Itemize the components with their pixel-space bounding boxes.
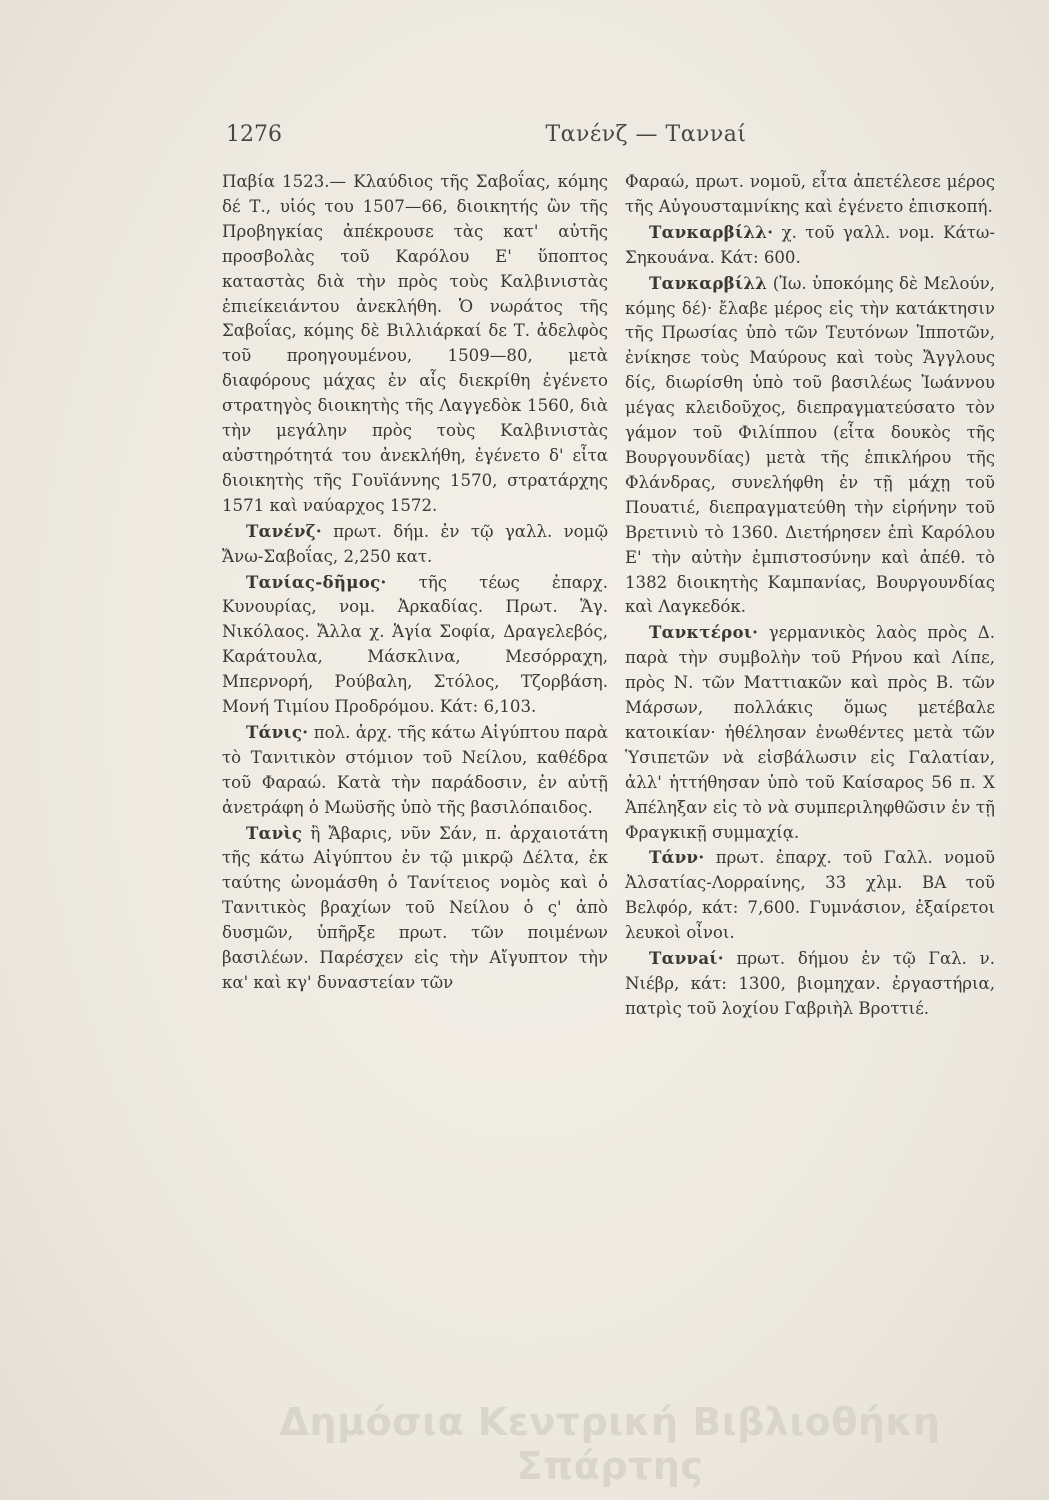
entry-headword: Τανκαρβίλλ· xyxy=(649,221,774,242)
entry-paragraph xyxy=(222,570,608,720)
entry-paragraph xyxy=(625,946,995,1022)
entry-text: ἢ Ἄβαρις, νῦν Σάν, π. ἀρχαιοτάτη τῆς κάτω Αἰγύπτου ἐν τῷ μικρῷ Δέλτα, ἐκ ταύτης ὠνομάσθη ὁ Τανίτειος νομὸς καὶ ὁ Τανιτικὸς βραχίων τοῦ Νείλου ὁ ς' ἀπὸ δυσμῶν, ὑπῆρξε πρωτ. τῶν ποιμένων βασιλέων. Παρέσχεν εἰς τὴν Αἴγυπτον τὴν κα' καὶ κγ' δυναστείαν τῶν xyxy=(222,823,608,992)
entry-paragraph xyxy=(222,720,608,821)
library-watermark: Δημόσια Κεντρική Βιβλιοθήκη Σπάρτης xyxy=(279,1400,941,1488)
running-title: Τανένζ — Ταννaί xyxy=(545,122,747,147)
entry-paragraph xyxy=(625,271,995,621)
entry-text: Φαραώ, πρωτ. νομοῦ, εἶτα ἀπετέλεσε μέρος τῆς Αὐγουσταμνίκης καὶ ἐγένετο ἐπισκοπή. xyxy=(625,172,995,216)
entry-paragraph xyxy=(625,620,995,845)
entry-text: τῆς τέως ἐπαρχ. Κυνουρίας, νομ. Ἀρκαδίας. Πρωτ. Ἅγ. Νικόλαος. Ἄλλα χ. Ἁγία Σοφία, Δραγελεβός, Καράτουλα, Μάσκλινα, Μεσόρραχη, Μπερνορή, Ρούβαλη, Στόλος, Τζορβάση. Μονή Τιμίου Προδρόμου. Κάτ: 6,103. xyxy=(222,572,608,717)
entry-headword: Τανένζ· xyxy=(246,520,322,541)
entry-text: γερμανικὸς λαὸς πρὸς Δ. παρὰ τὴν συμβολὴν τοῦ Ρήνου καὶ Λίπε, πρὸς Ν. τῶν Ματτιακῶν καὶ πρὸς Β. τῶν Μάρσων, πολλάκις ὅμως μετέβαλε κατοικίαν· ἠθέλησαν ἑνωθέντες μετὰ τῶν Ὑσιπετῶν νὰ εἰσβάλωσιν εἰς Γαλατίαν, ἀλλ' ἡττήθησαν ὑπὸ τοῦ Καίσαρος 56 π. Χ Ἀπέληξαν εἰς τὸ νὰ συμπεριληφθῶσιν ἐν τῇ Φραγκικῇ συμμαχίᾳ. xyxy=(625,623,995,842)
right-column xyxy=(625,170,995,1022)
entry-headword: Ταννaί· xyxy=(649,948,724,969)
left-column xyxy=(222,170,608,996)
entry-headword: Τανκαρβίλλ xyxy=(649,272,768,293)
page-number: 1276 xyxy=(226,122,282,147)
entry-text: πρωτ. δήμ. ἐν τῷ γαλλ. νομῷ Ἄνω-Σαβοΐας, 2,250 κατ. xyxy=(222,521,608,566)
entry-text: (Ἰω. ὑποκόμης δὲ Μελούν, κόμης δέ)· ἔλαβε μέρος εἰς τὴν κατάκτησιν τῆς Πρωσίας ὑπὸ τῶν Τευτόνων Ἱπποτῶν, ἐνίκησε τοὺς Μαύρους καὶ τοὺς Ἄγγλους δίς, διωρίσθη ὑπὸ τοῦ βασιλέως Ἰωάννου μέγας κλειδοῦχος, διεπραγματεύσατο τὸν γάμον τοῦ Φιλίππου (εἶτα δουκὸς τῆς Βουργουνδίας) μετὰ τῆς ἐπικλήρου τῆς Φλάνδρας, συνελήφθη ἐν τῇ μάχῃ τοῦ Πουατιέ, διεπραγματεύθη τὴν εἰρήνην τοῦ Βρετινιὺ τὸ 1360. Διετήρησεν ἐπὶ Καρόλου Ε' τὴν αὐτὴν ἐμπιστοσύνην καὶ ἀπέθ. τὸ 1382 διοικητὴς Καμπανίας, Βουργουνδίας καὶ Λαγκεδόκ. xyxy=(625,273,995,617)
entry-text: πρωτ. δήμου ἐν τῷ Γαλ. ν. Νιέβρ, κάτ: 1300, βιομηχαν. ἐργαστήρια, πατρὶς τοῦ λοχίου Γαβριὴλ Βροττιέ. xyxy=(625,949,995,1018)
entry-paragraph xyxy=(625,220,995,271)
entry-text: Παβία 1523.— Κλαύδιος τῆς Σαβοΐας, κόμης δέ Τ., υἱός του 1507—66, διοικητής ὢν τῆς Προβηγκίας ἀπέκρουσε τὰς κατ' αὐτῆς προσβολὰς τοῦ Καρόλου Ε' ὕποπτος καταστὰς διὰ τὴν πρὸς τοὺς Καλβινιστὰς ἐπιείκειάντου ἀνεκλήθη. Ὁ νωράτος τῆς Σαβοΐας, κόμης δὲ Βιλλιάρκαί δε Τ. ἀδελφὸς τοῦ προηγουμένου, 1509—80, μετὰ διαφόρους μάχας ἐν αἷς διεκρίθη ἐγένετο στρατηγὸς διοικητὴς τῆς Λαγγεδὸκ 1560, διὰ τὴν μεγάλην πρὸς τοὺς Καλβινιστὰς αὐστηρότητά του ἀνεκλήθη, ἐγένετο δ' εἶτα διοικητὴς τῆς Γουϊάννης 1570, στρατάρχης 1571 καὶ ναύαρχος 1572. xyxy=(222,172,608,515)
entry-headword: Τανκτέροι· xyxy=(649,622,759,643)
entry-text: χ. τοῦ γαλλ. νομ. Κάτω-Σηκουάνα. Κάτ: 600. xyxy=(625,222,995,267)
entry-paragraph xyxy=(222,519,608,570)
entry-headword: Τάνις· xyxy=(246,721,309,742)
entry-headword: Τάνν· xyxy=(649,847,705,868)
entry-text: πολ. ἀρχ. τῆς κάτω Αἰγύπτου παρὰ τὸ Τανιτικὸν στόμιον τοῦ Νείλου, καθέδρα τοῦ Φαραώ. Κατὰ τὴν παράδοσιν, ἐν αὐτῇ ἀνετράφη ὁ Μωϋσῆς ὑπὸ τῆς βασιλόπαιδος. xyxy=(222,722,608,817)
entry-headword: Τανίας-δῆμος· xyxy=(246,571,387,592)
page-header xyxy=(226,122,986,152)
entry-paragraph xyxy=(625,845,995,946)
entry-paragraph xyxy=(222,821,608,996)
entry-text: πρωτ. ἐπαρχ. τοῦ Γαλλ. νομοῦ Ἀλσατίας-Λορραίνης, 33 χλμ. ΒΑ τοῦ Βελφόρ, κάτ: 7,600. Γυμνάσιον, ἐξαίρετοι λευκοὶ οἶνοι. xyxy=(625,848,995,943)
entry-paragraph xyxy=(625,170,995,220)
entry-headword: Τανὶς xyxy=(246,822,303,843)
entry-paragraph xyxy=(222,170,608,519)
